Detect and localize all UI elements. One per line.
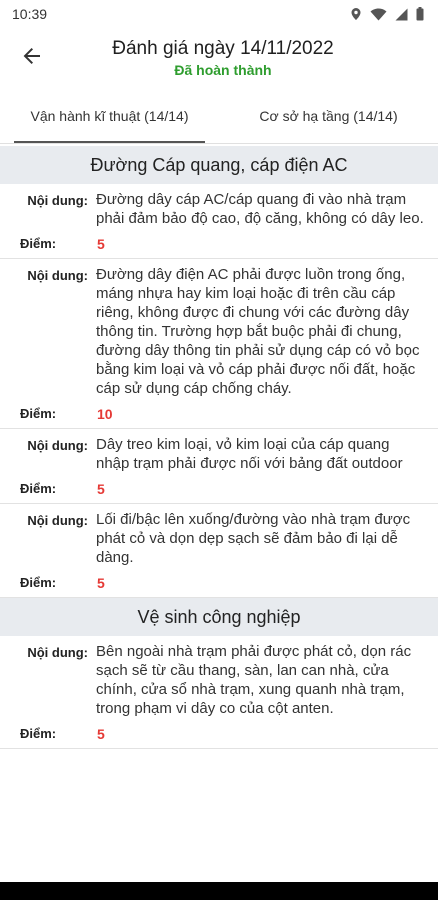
battery-icon [416, 7, 424, 21]
section-header: Vệ sinh công nghiệp [0, 598, 438, 636]
status-icons [350, 7, 424, 21]
system-navigation-bar [0, 882, 438, 900]
evaluation-list[interactable] [0, 146, 438, 882]
score-label: Điểm: [20, 575, 57, 590]
content-text: Dây treo kim loại, vỏ kim loại của cáp quang nhập trạm phải được nối với bảng đất outdoor [96, 436, 403, 472]
score-value: 5 [97, 726, 105, 742]
tab-technical-operation[interactable]: Vận hành kĩ thuật (14/14) [0, 88, 219, 143]
content-label: Nội dung: [27, 513, 88, 528]
score-value: 10 [97, 406, 113, 422]
status-subtitle: Đã hoàn thành [174, 62, 272, 78]
content-label: Nội dung: [27, 438, 88, 453]
status-time: 10:39 [12, 6, 48, 22]
content-label: Nội dung: [27, 193, 88, 208]
score-label: Điểm: [20, 726, 57, 741]
location-icon [350, 7, 362, 21]
content-text: Lối đi/bậc lên xuống/đường vào nhà trạm được phát cỏ và dọn dẹp sạch sẽ đảm bảo đi lại dễ dàng. [96, 511, 411, 566]
list-item [0, 504, 438, 598]
title-block [0, 37, 438, 79]
content-text: Đường dây cáp AC/cáp quang đi vào nhà trạm phải đảm bảo độ cao, độ căng, không có dây leo. [96, 191, 424, 227]
app-bar [0, 28, 438, 88]
page-title: Đánh giá ngày 14/11/2022 [112, 38, 334, 59]
score-value: 5 [97, 481, 105, 497]
tab-infrastructure[interactable]: Cơ sở hạ tầng (14/14) [259, 107, 398, 124]
score-value: 5 [97, 575, 105, 591]
score-label: Điểm: [20, 481, 57, 496]
wifi-icon [370, 8, 387, 21]
score-label: Điểm: [20, 406, 57, 421]
content-text: Bên ngoài nhà trạm phải được phát cỏ, dọn rác sạch sẽ từ cầu thang, sàn, lan can nhà, cửa chính, cửa sổ nhà trạm, xung quanh nhà trạm, trong phạm vi dây co của cột anten. [96, 643, 412, 717]
list-item [0, 259, 438, 429]
list-item [0, 636, 438, 749]
content-text: Đường dây điện AC phải được luồn trong ống, máng nhựa hay kim loại hoặc đi trên cầu cáp riêng, không được đi chung với các đường dây thông tin. Trường hợp bắt buộc phải đi chung, đường dây thông tin phải sử dụng cáp có vỏ bọc bằng kim loại và vỏ cáp phải được nối đất, hoặc cáp sử dụng cáp chống cháy. [96, 266, 420, 397]
status-bar [0, 0, 438, 28]
list-item [0, 429, 438, 504]
arrow-back-icon [22, 46, 42, 66]
tab-bar [0, 88, 438, 144]
signal-icon [395, 8, 408, 21]
back-button[interactable] [14, 38, 50, 74]
content-label: Nội dung: [27, 645, 88, 660]
score-value: 5 [97, 236, 105, 252]
section-header: Đường Cáp quang, cáp điện AC [0, 146, 438, 184]
score-label: Điểm: [20, 236, 57, 251]
content-label: Nội dung: [27, 268, 88, 283]
list-item [0, 184, 438, 259]
